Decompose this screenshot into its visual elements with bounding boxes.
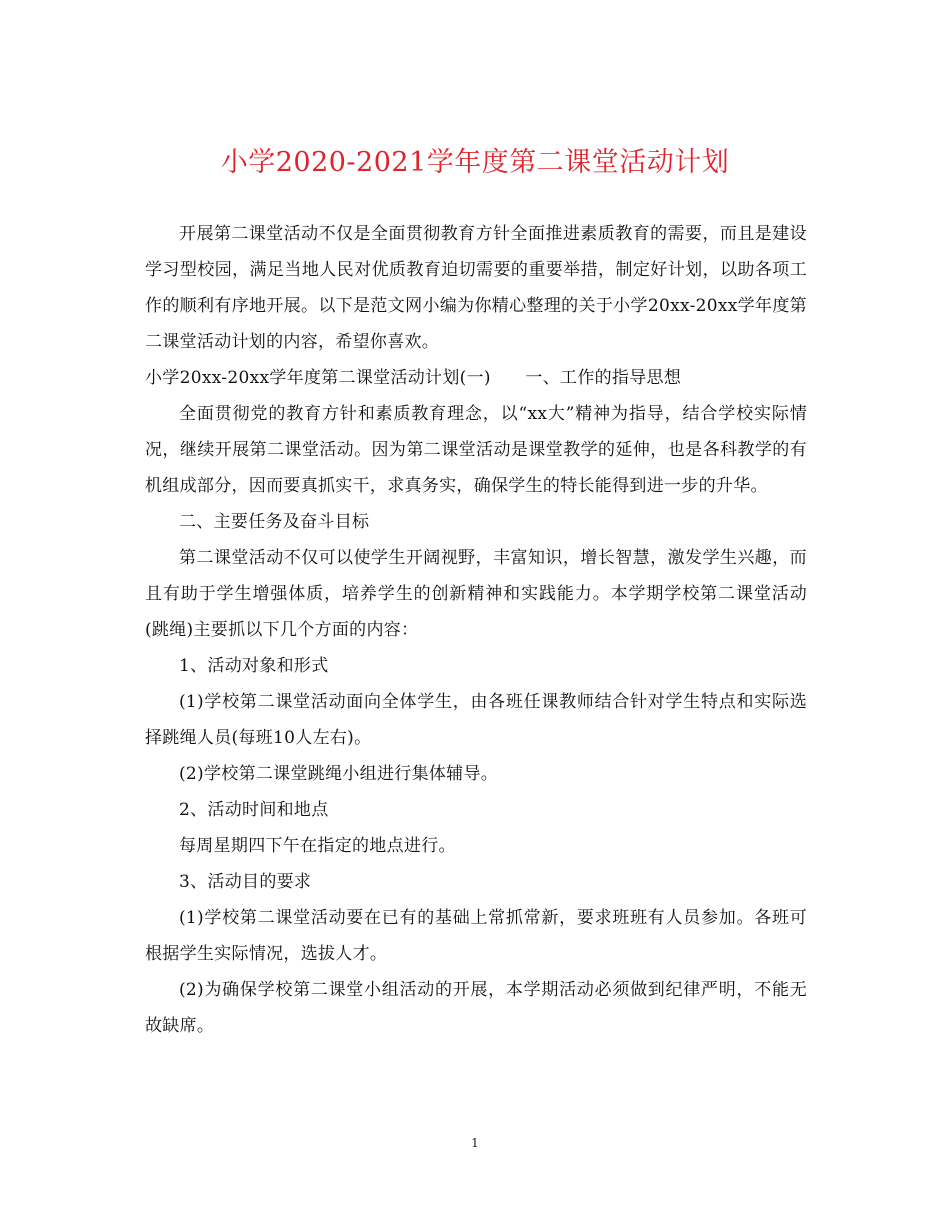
paragraph-guiding-thought: 全面贯彻党的教育方针和素质教育理念，以“xx大”精神为指导，结合学校实际情况，继续开展第二课堂活动。因为第二课堂活动是课堂教学的延伸，也是各科教学的有机组成部分，因而要真抓实干，求真务实，确保学生的特长能得到进一步的升华。 bbox=[145, 404, 807, 496]
list-item: (2)学校第二课堂跳绳小组进行集体辅导。 bbox=[179, 764, 499, 784]
subheading-participants: 1、活动对象和形式 bbox=[179, 656, 329, 676]
list-item: (2)为确保学校第二课堂小组活动的开展，本学期活动必须做到纪律严明，不能无故缺席。 bbox=[145, 980, 807, 1036]
page-title: 小学2020-2021学年度第二课堂活动计划 bbox=[220, 147, 730, 178]
list-item: (1)学校第二课堂活动要在已有的基础上常抓常新，要求班班有人员参加。各班可根据学生实际情况，选拔人才。 bbox=[145, 908, 807, 964]
paragraph-intro: 开展第二课堂活动不仅是全面贯彻教育方针全面推进素质教育的需要，而且是建设学习型校园，满足当地人民对优质教育迫切需要的重要举措，制定好计划，以助各项工作的顺利有序地开展。以下是范文网小编为你精心整理的关于小学20xx-20xx学年度第二课堂活动计划的内容，希望你喜欢。 bbox=[145, 224, 807, 352]
subheading-requirements: 3、活动目的要求 bbox=[179, 872, 312, 892]
paragraph-tasks: 第二课堂活动不仅可以使学生开阔视野，丰富知识，增长智慧，激发学生兴趣，而且有助于学生增强体质，培养学生的创新精神和实践能力。本学期学校第二课堂活动(跳绳)主要抓以下几个方面的内容： bbox=[145, 548, 807, 640]
section-heading-tasks: 二、主要任务及奋斗目标 bbox=[179, 512, 370, 532]
list-item: (1)学校第二课堂活动面向全体学生，由各班任课教师结合针对学生特点和实际选择跳绳人员(每班10人左右)。 bbox=[145, 692, 807, 748]
paragraph-plan-heading: 小学20xx-20xx学年度第二课堂活动计划(一) 一、工作的指导思想 bbox=[145, 368, 682, 388]
document-body bbox=[145, 216, 807, 1044]
paragraph-schedule: 每周星期四下午在指定的地点进行。 bbox=[179, 836, 456, 856]
subheading-time-place: 2、活动时间和地点 bbox=[179, 800, 329, 820]
page-number: 1 bbox=[471, 1136, 479, 1150]
